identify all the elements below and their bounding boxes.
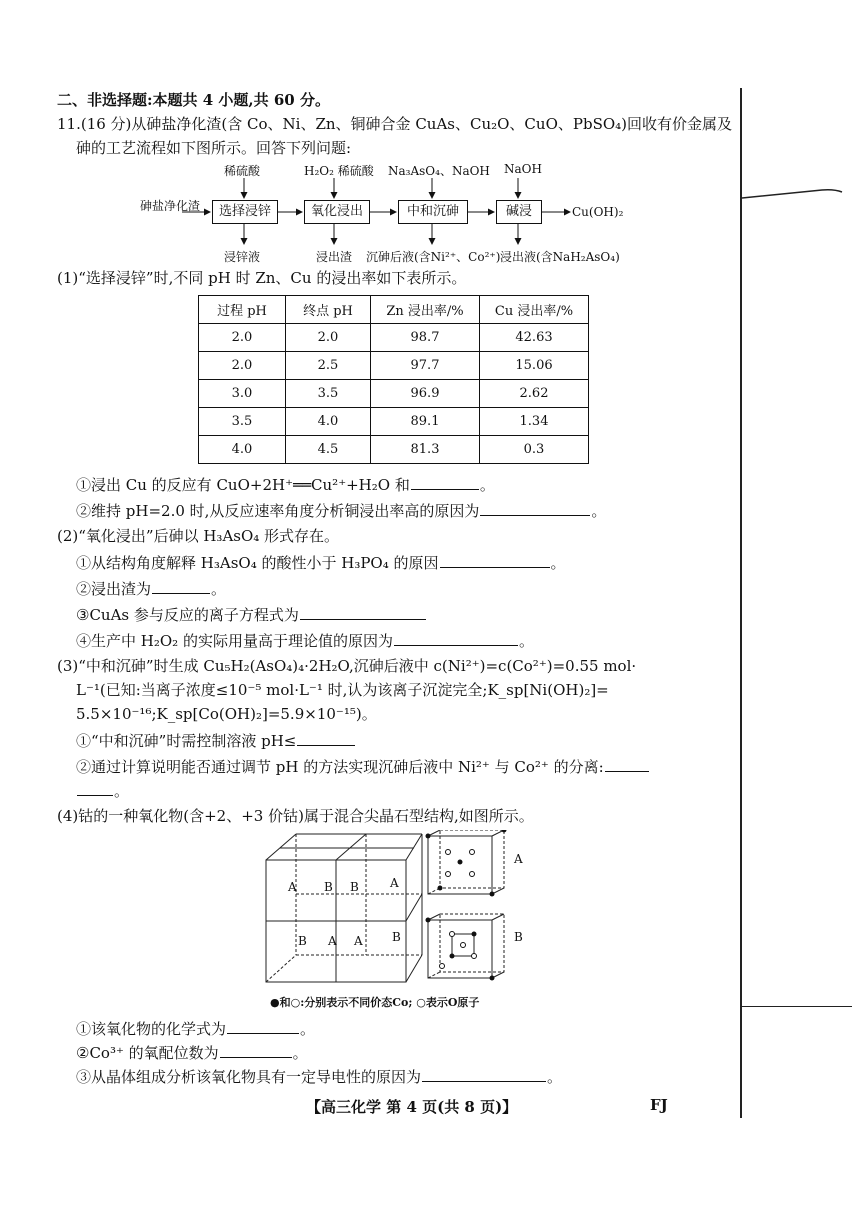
crystal-structure-figure xyxy=(262,830,542,1010)
footer-page-info: 【高三化学 第 4 页(共 8 页)】 xyxy=(306,1098,518,1116)
process-flow-diagram xyxy=(140,162,760,267)
part1-q1: ①浸出 Cu 的反应有 CuO+2H⁺══Cu²⁺+H₂O 和 。 xyxy=(76,476,495,494)
flow-output-4: 浸出液(含NaH₂AsO₄) xyxy=(500,250,620,264)
table-row xyxy=(199,352,589,380)
part2-q2-text: ②浸出渣为 xyxy=(76,580,152,598)
table-cell: 89.1 xyxy=(371,408,480,436)
table-cell: 3.5 xyxy=(199,408,286,436)
part1-q2-text: ②维持 pH=2.0 时,从反应速率角度分析铜浸出率高的原因为 xyxy=(76,502,480,520)
table-cell: 3.5 xyxy=(286,380,371,408)
part3-q2 xyxy=(76,756,650,777)
part4-q3: ③从晶体组成分析该氧化物具有一定导电性的原因为 。 xyxy=(76,1068,563,1086)
table-header: Zn 浸出率/% xyxy=(371,296,480,324)
flow-output-2: 浸出渣 xyxy=(316,250,353,264)
figure-legend: ●和○:分别表示不同价态Co; ○表示O原子 xyxy=(270,996,480,1009)
part2-q4: ④生产中 H₂O₂ 的实际用量高于理论值的原因为 。 xyxy=(76,632,534,650)
part4-q3-text: ③从晶体组成分析该氧化物具有一定导电性的原因为 xyxy=(76,1068,422,1086)
table-cell: 2.5 xyxy=(286,352,371,380)
part1-q1-text: ①浸出 Cu 的反应有 CuO+2H⁺══Cu²⁺+H₂O 和 xyxy=(76,476,410,494)
table-cell: 1.34 xyxy=(480,408,589,436)
answer-blank[interactable] xyxy=(411,474,479,490)
table-cell: 42.63 xyxy=(480,324,589,352)
table-header: Cu 浸出率/% xyxy=(480,296,589,324)
cell-label: A xyxy=(328,934,337,948)
table-row xyxy=(199,324,589,352)
table-cell: 15.06 xyxy=(480,352,589,380)
table-header: 终点 pH xyxy=(286,296,371,324)
table-cell: 2.0 xyxy=(286,324,371,352)
answer-blank[interactable] xyxy=(394,630,518,646)
cell-label: B xyxy=(350,880,359,894)
answer-blank[interactable] xyxy=(605,756,649,772)
unit-a-label: A xyxy=(514,852,523,866)
table-cell: 4.0 xyxy=(286,408,371,436)
cell-label: B xyxy=(324,880,333,894)
table-cell: 96.9 xyxy=(371,380,480,408)
part3-q2-text: ②通过计算说明能否通过调节 pH 的方法实现沉砷后液中 Ni²⁺ 与 Co²⁺ 的分离: xyxy=(76,758,604,776)
margin-line xyxy=(740,88,742,1118)
flow-step-1: 选择浸锌 xyxy=(212,200,278,224)
flow-step-3: 中和沉砷 xyxy=(398,200,468,224)
section-title: 二、非选择题:本题共 4 小题,共 60 分。 xyxy=(57,91,330,109)
answer-blank[interactable] xyxy=(77,780,113,796)
part1-q2: ②维持 pH=2.0 时,从反应速率角度分析铜浸出率高的原因为 。 xyxy=(76,502,607,520)
table-cell: 97.7 xyxy=(371,352,480,380)
question-11-intro-line1: 11.(16 分)从砷盐净化渣(含 Co、Ni、Zn、铜砷合金 CuAs、Cu₂O、CuO、PbSO₄)回收有价金属及 xyxy=(57,115,733,133)
table-cell: 2.62 xyxy=(480,380,589,408)
answer-blank[interactable] xyxy=(422,1066,546,1082)
table-cell: 81.3 xyxy=(371,436,480,464)
part4-q2-text: ②Co³⁺ 的氧配位数为 xyxy=(76,1044,219,1062)
table-cell: 2.0 xyxy=(199,352,286,380)
flow-step-4: 碱浸 xyxy=(496,200,542,224)
flow-reagent-4: NaOH xyxy=(504,162,542,176)
answer-blank[interactable] xyxy=(300,604,426,620)
flow-output-1: 浸锌液 xyxy=(224,250,261,264)
part2-q3-text: ③CuAs 参与反应的离子方程式为 xyxy=(76,606,299,624)
table-row xyxy=(199,436,589,464)
flow-reagent-2: H₂O₂ 稀硫酸 xyxy=(304,164,374,178)
part3-q1-text: ①“中和沉砷”时需控制溶液 pH≤ xyxy=(76,732,297,750)
question-11-intro-line2: 砷的工艺流程如下图所示。回答下列问题: xyxy=(76,139,352,157)
table-cell: 2.0 xyxy=(199,324,286,352)
flow-reagent-3: Na₃AsO₄、NaOH xyxy=(388,164,490,178)
cell-label: B xyxy=(298,934,307,948)
table-cell: 4.0 xyxy=(199,436,286,464)
cell-label: B xyxy=(392,930,401,944)
part4-q1: ①该氧化物的化学式为 。 xyxy=(76,1020,316,1038)
flow-reagent-1: 稀硫酸 xyxy=(224,164,261,178)
footer-code: FJ xyxy=(650,1096,668,1114)
flow-feed: 砷盐净化渣 xyxy=(140,199,201,213)
part4-q1-text: ①该氧化物的化学式为 xyxy=(76,1020,227,1038)
part2-stem: (2)“氧化浸出”后砷以 H₃AsO₄ 形式存在。 xyxy=(57,527,340,545)
answer-blank[interactable] xyxy=(152,578,210,594)
table-cell: 0.3 xyxy=(480,436,589,464)
cell-label: A xyxy=(390,876,399,890)
part3-line1: (3)“中和沉砷”时生成 Cu₅H₂(AsO₄)₄·2H₂O,沉砷后液中 c(Ni²⁺)=c(Co²⁺)=0.55 mol· xyxy=(57,657,637,675)
part3-q1 xyxy=(76,730,356,751)
unit-b-label: B xyxy=(514,930,523,944)
table-cell: 98.7 xyxy=(371,324,480,352)
flow-step-2: 氧化浸出 xyxy=(304,200,370,224)
cell-label: A xyxy=(288,880,297,894)
spinel-lattice-drawing xyxy=(262,830,542,990)
table-cell: 3.0 xyxy=(199,380,286,408)
answer-blank[interactable] xyxy=(480,500,590,516)
part1-stem: (1)“选择浸锌”时,不同 pH 时 Zn、Cu 的浸出率如下表所示。 xyxy=(57,269,467,287)
table-row xyxy=(199,408,589,436)
part2-q3 xyxy=(76,604,427,625)
leaching-table xyxy=(198,295,589,464)
answer-blank[interactable] xyxy=(220,1042,292,1058)
table-row xyxy=(199,380,589,408)
answer-blank[interactable] xyxy=(227,1018,299,1034)
part2-q1: ①从结构角度解释 H₃AsO₄ 的酸性小于 H₃PO₄ 的原因 。 xyxy=(76,554,566,572)
table-header: 过程 pH xyxy=(199,296,286,324)
margin-rule xyxy=(742,1006,852,1007)
answer-blank[interactable] xyxy=(440,552,550,568)
part2-q1-text: ①从结构角度解释 H₃AsO₄ 的酸性小于 H₃PO₄ 的原因 xyxy=(76,554,439,572)
part3-q2-cont: 。 xyxy=(76,780,129,801)
answer-blank[interactable] xyxy=(297,730,355,746)
part3-line3: 5.5×10⁻¹⁶;K_sp[Co(OH)₂]=5.9×10⁻¹⁵)。 xyxy=(76,705,377,723)
part4-stem: (4)钴的一种氧化物(含+2、+3 价钴)属于混合尖晶石型结构,如图所示。 xyxy=(57,807,534,825)
flow-output-3: 沉砷后液(含Ni²⁺、Co²⁺) xyxy=(366,250,501,264)
cell-label: A xyxy=(354,934,363,948)
table-cell: 4.5 xyxy=(286,436,371,464)
part4-q2: ②Co³⁺ 的氧配位数为 。 xyxy=(76,1044,308,1062)
margin-curve xyxy=(742,180,852,210)
part2-q4-text: ④生产中 H₂O₂ 的实际用量高于理论值的原因为 xyxy=(76,632,393,650)
part2-q2: ②浸出渣为 。 xyxy=(76,580,227,598)
part3-line2: L⁻¹(已知:当离子浓度≤10⁻⁵ mol·L⁻¹ 时,认为该离子沉淀完全;K_sp[Ni(OH)₂]= xyxy=(76,681,609,699)
flow-product: Cu(OH)₂ xyxy=(572,205,624,219)
